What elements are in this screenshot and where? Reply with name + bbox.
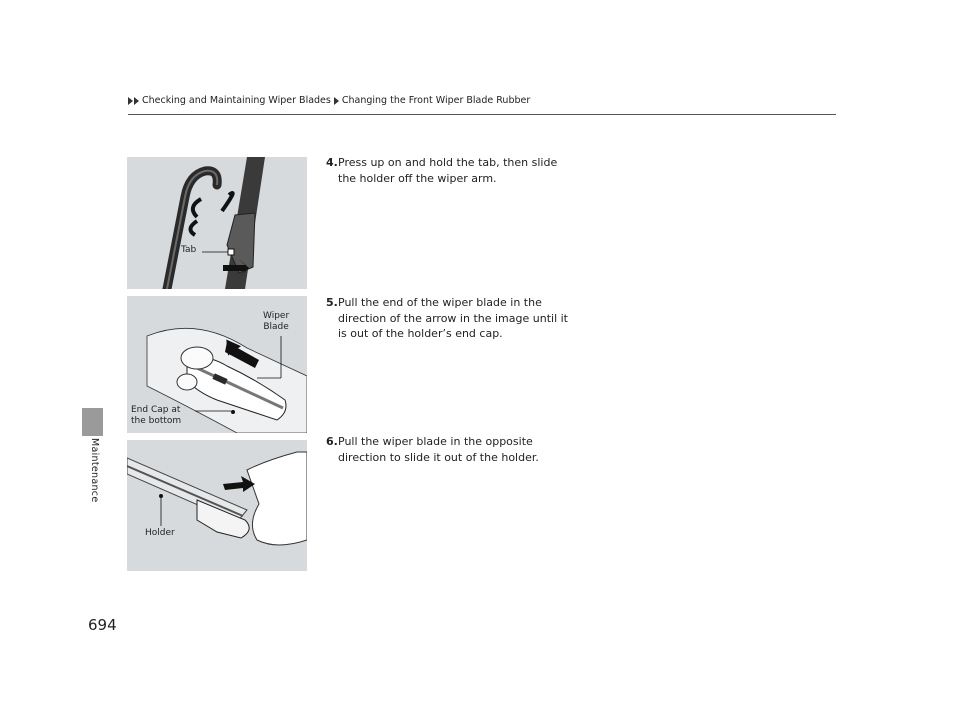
page-number: 694 bbox=[88, 616, 117, 634]
step-number: 6. bbox=[326, 435, 338, 448]
breadcrumb-arrow-icon bbox=[334, 97, 339, 105]
callout-holder: Holder bbox=[145, 528, 175, 538]
breadcrumb-level1[interactable]: Checking and Maintaining Wiper Blades bbox=[142, 95, 331, 106]
step-text: Pull the wiper blade in the opposite direction to slide it out of the holder. bbox=[338, 435, 539, 464]
callout-end-cap: End Cap at the bottom bbox=[131, 405, 182, 426]
figure-step6-holder bbox=[127, 440, 307, 571]
figure-step5-end-cap bbox=[127, 296, 307, 433]
callout-tab: Tab bbox=[181, 245, 197, 255]
step-5 bbox=[326, 295, 576, 342]
breadcrumb-level2[interactable]: Changing the Front Wiper Blade Rubber bbox=[341, 95, 531, 106]
step-text: Pull the end of the wiper blade in the direction of the arrow in the image until it is out of the holder’s end cap. bbox=[338, 296, 568, 340]
breadcrumb-arrow-icon bbox=[134, 97, 139, 105]
callout-leader-lines bbox=[127, 440, 307, 571]
callout-leader-lines bbox=[127, 296, 307, 433]
callout-leader-lines bbox=[127, 157, 307, 289]
step-6 bbox=[326, 434, 576, 465]
header-rule bbox=[128, 114, 836, 115]
breadcrumb bbox=[128, 95, 530, 106]
callout-wiper-blade: Wiper Blade bbox=[263, 311, 290, 332]
step-4 bbox=[326, 155, 576, 186]
breadcrumb-arrow-icon bbox=[128, 97, 133, 105]
section-tab-marker bbox=[82, 408, 103, 436]
figure-step4-tab bbox=[127, 157, 307, 289]
step-number: 4. bbox=[326, 156, 338, 169]
step-text: Press up on and hold the tab, then slide the holder off the wiper arm. bbox=[338, 156, 558, 185]
step-number: 5. bbox=[326, 296, 338, 309]
section-label: Maintenance bbox=[89, 438, 100, 503]
